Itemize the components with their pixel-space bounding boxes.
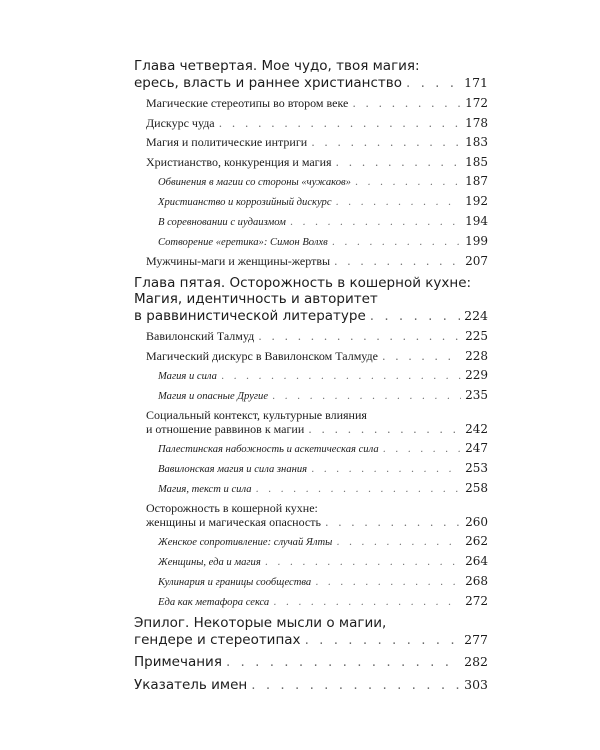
dot-leader [370, 308, 460, 325]
toc-entry-title-line: Магия и опасные Другие [158, 391, 269, 402]
toc-entry-title-line: Палестинская набожность и аскетическая сила [158, 444, 379, 455]
toc-section-entry [134, 409, 488, 436]
toc-entry-title-line: Дискурс чуда [146, 115, 215, 130]
toc-entry-title-line: Магия, идентичность и авторитет [134, 291, 378, 307]
toc-subsection-entry [134, 215, 488, 229]
toc-page-number: 192 [465, 194, 488, 208]
toc-subsection-entry [134, 482, 488, 496]
toc-subsection-entry [134, 175, 488, 189]
toc-entry-title-line: В соревновании с иудаизмом [158, 217, 286, 228]
dot-leader [226, 654, 460, 671]
toc-page-number: 277 [464, 631, 488, 647]
toc-section-entry [134, 156, 488, 170]
toc-entry-title-line: Обвинения в магии со стороны «чужаков» [158, 177, 351, 188]
toc-subsection-entry [134, 462, 488, 476]
dot-leader [334, 255, 461, 269]
toc-section-entry [134, 136, 488, 150]
toc-entry-title-line: Сотворение «еретика»: Симон Волхв [158, 237, 328, 248]
toc-section-entry [134, 330, 488, 344]
dot-leader [251, 677, 460, 694]
toc-subsection-entry [134, 535, 488, 549]
dot-leader [305, 632, 461, 649]
dot-leader [406, 75, 460, 92]
dot-leader [272, 390, 461, 403]
toc-entry-title-line: Женское сопротивление: случай Ялты [158, 537, 333, 548]
toc-entry-title-line: ересь, власть и раннее христианство [134, 74, 402, 91]
toc-entry-title-line: Христианство и коррозийный дискурс [158, 197, 332, 208]
toc-page-number: 247 [465, 441, 488, 455]
toc-section-entry [134, 502, 488, 529]
toc-section-entry [134, 97, 488, 111]
toc-page-number: 185 [465, 154, 488, 169]
toc-subsection-entry [134, 555, 488, 569]
toc-chapter-entry [134, 275, 488, 325]
toc-subsection-entry [134, 442, 488, 456]
toc-page-number: 228 [465, 348, 488, 363]
toc-entry-title-line: Женщины, еда и магия [158, 557, 261, 568]
toc-entry-title-line: Еда как метафора секса [158, 597, 270, 608]
toc-entry-title-line: Кулинария и границы сообщества [158, 577, 312, 588]
toc-entry-title-line: Христианство, конкуренция и магия [146, 154, 332, 169]
dot-leader [219, 117, 461, 131]
dot-leader [258, 330, 461, 344]
dot-leader [336, 536, 461, 549]
toc-page-number: 178 [465, 115, 488, 130]
dot-leader [290, 216, 461, 229]
toc-section-entry [134, 255, 488, 269]
toc-page-number: 224 [464, 307, 488, 323]
toc-entry-title-line: Вавилонский Талмуд [146, 329, 255, 343]
dot-leader [315, 576, 461, 589]
toc-page-number: 272 [465, 594, 488, 608]
toc-entry-title-line: гендере и стереотипах [134, 631, 301, 648]
toc-page-number: 258 [465, 481, 488, 495]
toc-subsection-entry [134, 575, 488, 589]
dot-leader [336, 196, 462, 209]
toc-page-number: 262 [465, 534, 488, 548]
dot-leader [352, 97, 461, 111]
toc-page-number: 253 [465, 461, 488, 475]
toc-chapter-entry [134, 615, 488, 648]
toc-page-number: 303 [464, 676, 488, 692]
toc-page-number: 268 [465, 574, 488, 588]
dot-leader [273, 596, 461, 609]
toc-chapter-entry [134, 654, 488, 671]
toc-entry-title-line: и отношение раввинов к магии [146, 421, 305, 436]
toc-entry-title-line: Мужчины-маги и женщины-жертвы [146, 254, 331, 268]
dot-leader [308, 423, 461, 437]
toc-entry-title-line: Указатель имен [134, 676, 248, 693]
toc-entry-title-line: в раввинистической литературе [134, 307, 366, 324]
toc-chapter-entry [134, 677, 488, 694]
table-of-contents [134, 58, 488, 699]
toc-page-number: 199 [465, 234, 488, 248]
dot-leader [325, 516, 461, 530]
toc-entry-title-line: Магия и политические интриги [146, 135, 308, 149]
dot-leader [311, 136, 461, 150]
toc-page-number: 171 [464, 74, 488, 90]
toc-page-number: 260 [465, 514, 488, 529]
toc-subsection-entry [134, 369, 488, 383]
toc-page-number: 229 [465, 368, 488, 382]
toc-entry-title-line: Социальный контекст, культурные влияния [146, 408, 367, 422]
dot-leader [311, 463, 461, 476]
toc-page-number: 207 [465, 254, 488, 268]
toc-entry-title-line: Магия, текст и сила [158, 484, 252, 495]
toc-entry-title-line: Глава четвертая. Мое чудо, твоя магия: [134, 58, 420, 74]
toc-entry-title-line: Осторожность в кошерной кухне: [146, 501, 318, 515]
dot-leader [382, 350, 461, 364]
toc-entry-title-line: Магический дискурс в Вавилонском Талмуде [146, 348, 378, 363]
dot-leader [332, 236, 461, 249]
dot-leader [265, 556, 461, 569]
toc-entry-title-line: Эпилог. Некоторые мысли о магии, [134, 615, 387, 631]
toc-page-number: 225 [465, 329, 488, 343]
dot-leader [221, 370, 461, 383]
toc-section-entry [134, 350, 488, 364]
toc-subsection-entry [134, 595, 488, 609]
toc-page-number: 282 [464, 654, 488, 669]
toc-page-number: 172 [465, 96, 488, 110]
toc-entry-title-line: Магия и сила [158, 371, 217, 382]
dot-leader [383, 443, 461, 456]
toc-entry-title-line: Магические стереотипы во втором веке [146, 96, 349, 110]
dot-leader [355, 176, 461, 189]
toc-page-number: 242 [465, 421, 488, 436]
toc-chapter-entry [134, 58, 488, 91]
toc-subsection-entry [134, 389, 488, 403]
toc-entry-title-line: Глава пятая. Осторожность в кошерной кухне: [134, 274, 472, 291]
toc-section-entry [134, 117, 488, 131]
toc-subsection-entry [134, 235, 488, 249]
toc-page-number: 264 [465, 554, 488, 568]
toc-page-number: 235 [465, 388, 488, 402]
toc-page-number: 183 [465, 135, 488, 149]
dot-leader [256, 483, 462, 496]
toc-entry-title-line: Примечания [134, 654, 222, 670]
toc-page-number: 187 [465, 174, 488, 188]
toc-entry-title-line: женщины и магическая опасность [146, 514, 321, 529]
toc-page-number: 194 [465, 214, 488, 228]
toc-entry-title-line: Вавилонская магия и сила знания [158, 464, 308, 475]
toc-subsection-entry [134, 195, 488, 209]
dot-leader [336, 156, 462, 170]
